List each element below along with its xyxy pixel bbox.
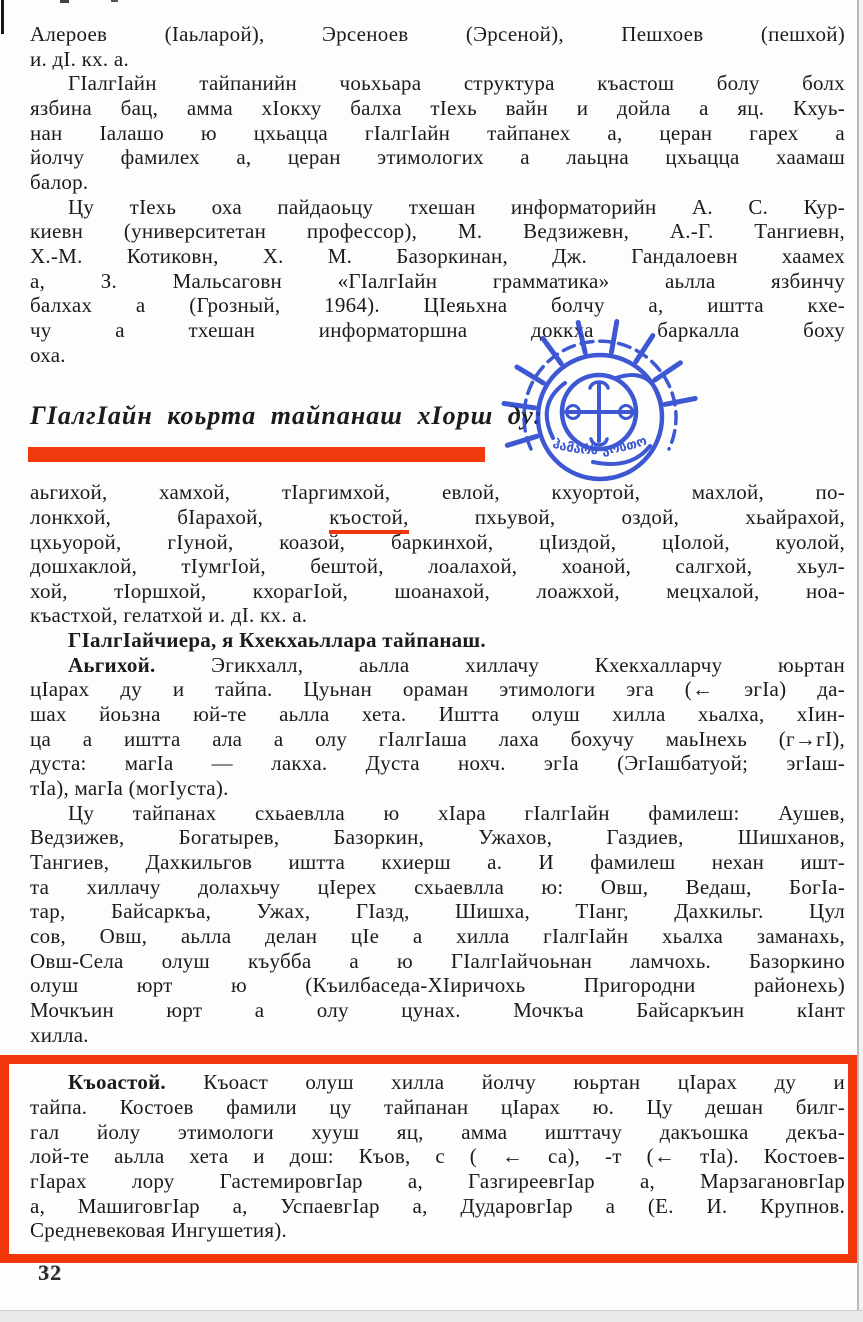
text-line: тар, Байсаркъа, Ужах, ГIазд, Шишха, ТIанг, Дахкильг. Цул xyxy=(30,899,845,924)
list-text: пхьувой, оздой, хьайрахой, xyxy=(408,504,845,529)
text-line xyxy=(30,1070,845,1095)
text-line: олуш юрт ю (Къилбаседа-ХIиричохь Пригородни районехь) xyxy=(30,973,845,998)
paragraph-continuation xyxy=(30,22,845,71)
paragraph-structure xyxy=(30,71,845,194)
text-line: язбина бац, амма хIокху балха тIехь вайн и дойла а яц. Кхуь- xyxy=(30,95,845,120)
text-line: шах йоьзна юй-те аьлла хета. Иштта олуш хилла хьалха, хIин- xyxy=(30,702,845,727)
text-line: киевн (университетан профессор), М. Ведзижевн, А.-Г. Тангиевн, xyxy=(30,219,845,244)
text-line: лой-те аьлла хета и дош: Къов, с ( ← са), -т (← тIа). Костоев- xyxy=(30,1144,845,1169)
text-line: нан Iалашо ю цхьацца гIалгIайн тайпанех а, церан гарех а xyxy=(30,120,845,145)
text-line: ца а иштта ала а олу гIалгIаша лаха бохучу маьIнехь (г→гI), xyxy=(30,726,845,751)
text-line: Цу тIехь оха пайдаоьцу тхешан информаторийн А. С. Кур- xyxy=(68,194,845,219)
text-line: а, МашиговгIар а, УспаевгIар а, ДударовгIар а (Е. И. Крупнов. xyxy=(30,1193,845,1218)
text-line: балхах а (Грозный, 1964). ЦIеяьхна болчу а, иштта кхе- xyxy=(30,293,845,318)
text-line: гIарах лору ГастемировгIар а, ГазгиреевгIар а, МарзагановгIар xyxy=(30,1168,845,1193)
text-line: къастхой, гелатхой и. дI. кх. а. xyxy=(30,603,308,628)
red-underlined-word: къостой, xyxy=(329,505,408,534)
scan-edge-mark xyxy=(1,0,4,34)
text-line: сов, Овш, аьлла делан цIе а хилла гIалгIайн хьалха заманахь, xyxy=(30,924,845,948)
text-line: а, З. Мальсаговн «ГIалгIайн грамматика» аьлла язбинчу xyxy=(30,268,845,293)
text-line: хой, тIоршхой, кхорагIой, шоанахой, лоажхой, мецхалой, ноа- xyxy=(30,578,845,603)
text-line: тайпа. Костоев фамили цу тайпанан цIарах ю. Цу дешан билг- xyxy=(30,1094,845,1119)
text-line: цхьуорой, гIуной, коазой, баркинхой, цIиздой, цIолой, куолой, xyxy=(30,529,845,554)
text-line: дуста: магIа — лакха. Дуста нохч. эгIа (ЭгIашбатуой; эгIаш- xyxy=(30,751,845,776)
subsection-heading: ГIалгIайчиера, я Кхекхаьллара тайпанаш. xyxy=(68,628,486,653)
text-line: балор. xyxy=(30,169,89,194)
text-line: йолчу фамилех а, церан этимологих а лаьцна цхьацца хаамаш xyxy=(30,145,845,170)
text-line: чу а тхешан информаторшна доккха баркалла боху xyxy=(30,317,845,342)
text-line: хилла. xyxy=(30,1022,89,1047)
text-line: и. дI. кх. а. xyxy=(30,46,129,71)
text-line: Х.-М. Котиковн, Х. М. Базоркинан, Дж. Гандалоевн хаамех xyxy=(30,243,845,268)
page-number: 32 xyxy=(38,1260,62,1285)
red-highlight-bar xyxy=(28,447,485,462)
clan-lead-word: Къоастой. xyxy=(68,1070,166,1095)
text-line: гал йолу этимологи хууш яц, амма ишттачу дакъошка декъа- xyxy=(30,1119,845,1144)
scan-edge-mark xyxy=(111,0,118,2)
scan-edge-mark xyxy=(60,0,69,3)
text-line: ГIалгIайн тайпанийн чоьхьара структура къастош болу болх xyxy=(68,71,845,96)
text-run: Эгикхалл, аьлла хиллачу Кхекхалларчу юьртан xyxy=(155,652,845,677)
text-line: Ведзижев, Богатырев, Базоркин, Ужахов, Газдиев, Шишханов, xyxy=(30,825,845,850)
scan-edge-area xyxy=(859,0,863,1321)
text-line xyxy=(30,653,845,678)
paragraph-families xyxy=(30,801,845,1048)
text-line: Тангиев, Дахкильгов иштта кхиерш а. И фамилеш нехан ишт- xyxy=(30,850,845,875)
text-line: оха. xyxy=(30,342,66,367)
paragraph-informants xyxy=(30,195,845,368)
text-line: Овш-Села олуш къубба а ю ГIалгIайчоьнан ламчохь. Базоркино xyxy=(30,948,845,973)
text-line: та хиллачу долахьчу цIерех схьаевлла ю: Овш, Ведаш, БогIа- xyxy=(30,874,845,899)
red-boxed-paragraph xyxy=(0,1055,857,1263)
list-text: лонкхой, бIарахой, xyxy=(30,504,330,529)
text-line: Алероев (Iаьларой), Эрсеноев (Эрсеной), Пешхоев (пешхой) xyxy=(30,22,845,46)
stamp-georgian-text: ჰამარზ კოსთო xyxy=(550,433,650,459)
text-line: цIарах ду и тайпа. Цуьнан ораман этимологи эга (← эгIа) да- xyxy=(30,677,845,702)
scan-bottom-strip xyxy=(0,1310,863,1322)
text-line xyxy=(30,505,845,530)
section-heading: ГIалгIайн коьрта тайпанаш хIорш ду: xyxy=(30,401,544,431)
text-line: Средневековая Ингушетия). xyxy=(30,1218,287,1243)
paragraph-aegikhoy xyxy=(30,653,845,801)
text-run: Къоаст олуш хилла йолчу юьртан цIарах ду и xyxy=(165,1070,845,1095)
text-line: тIа), магIа (могIуста). xyxy=(30,776,229,801)
text-line: дошхаклой, тIумгIой, бештой, лоалахой, хоаной, салгхой, хьул- xyxy=(30,554,845,579)
text-line: Мочкъин юрт а олу цунах. Мочкъа Байсаркъин кIант xyxy=(30,997,845,1022)
text-line: аьгихой, хамхой, тIаргимхой, евлой, кхуортой, махлой, по- xyxy=(30,480,845,505)
clan-lead-word: Аьгихой. xyxy=(68,652,156,677)
clan-name-list xyxy=(30,480,845,628)
text-line: Цу тайпанах схьаевлла ю хIара гIалгIайн фамилеш: Аушев, xyxy=(68,800,845,825)
